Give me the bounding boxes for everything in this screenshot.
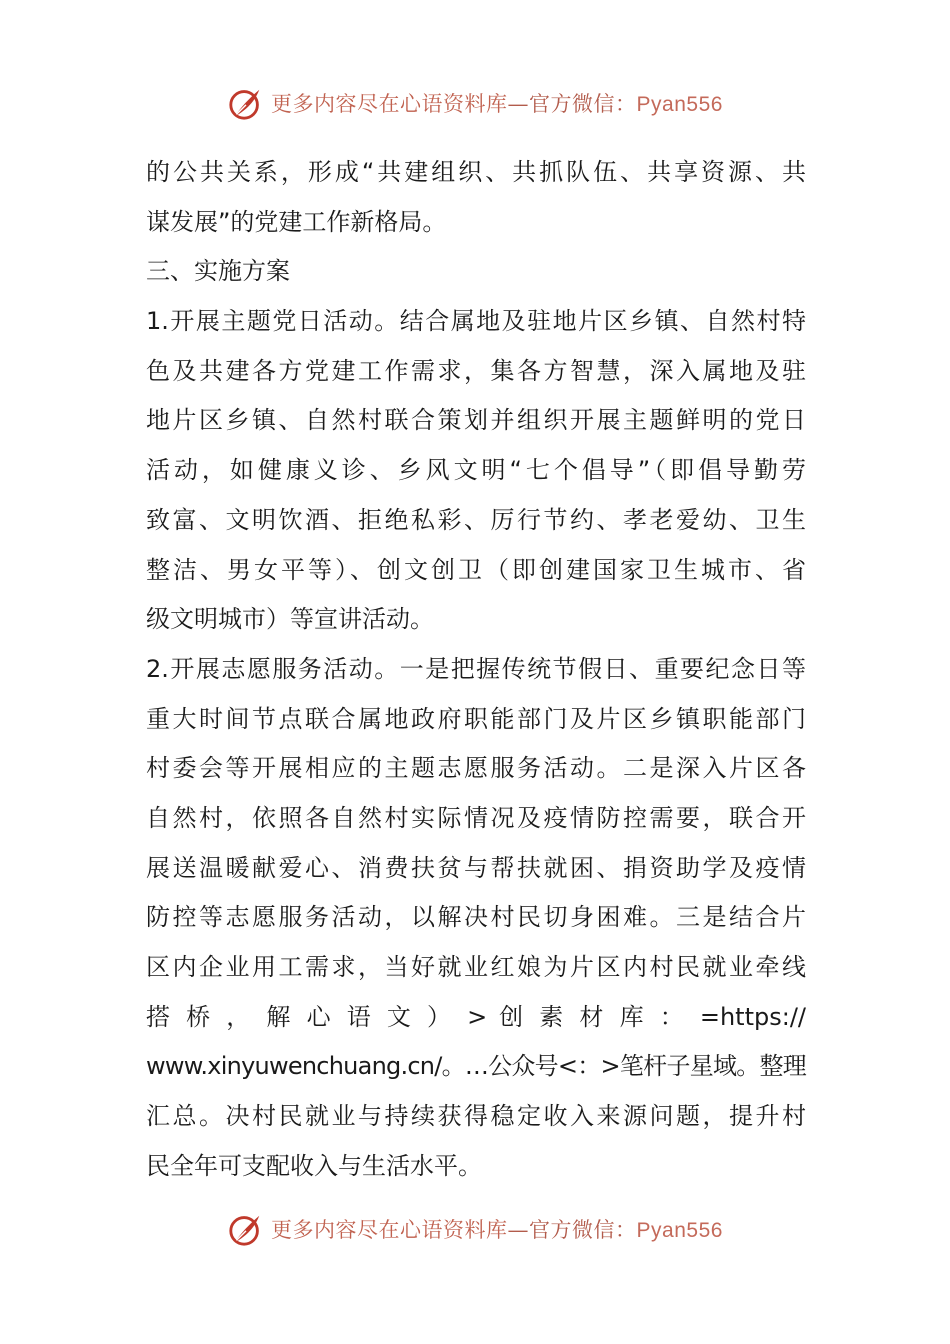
banner-handle: Pyan556 [636,93,723,116]
banner-brand: 更多内容尽在心语资料库 [271,1218,508,1242]
banner-text [271,1214,723,1244]
header-banner [0,80,950,126]
text-line: 的公共关系，形成“共建组织、共抓队伍、共享资源、共 [146,158,806,186]
banner-text [271,88,723,118]
banner-account: 官方微信： [529,92,637,116]
text-line: 三、实施方案 [146,257,290,286]
text-line: 搭 桥 ， 解 心 语 文 ） > 创 素 材 库 ： =https:// [146,1002,806,1031]
text-line: 级文明城市）等宣讲活动。 [146,605,434,634]
text-line: 防控等志愿服务活动，以解决村民切身困难。三是结合片 [146,903,806,932]
banner-dash: — [507,92,530,116]
banner-account: 官方微信： [529,1218,637,1242]
text-line: 色及共建各方党建工作需求，集各方智慧，深入属地及驻 [146,356,806,385]
text-line: 谋发展”的党建工作新格局。 [146,207,447,236]
text-line: 展送温暖献爱心、消费扶贫与帮扶就困、捐资助学及疫情 [146,853,806,882]
text-line: 区内企业用工需求，当好就业红娘为片区内村民就业牵线 [146,953,806,981]
footer-banner [0,1206,950,1252]
text-line: 自然村，依照各自然村实际情况及疫情防控需要，联合开 [146,803,806,832]
text-line: 2.开展志愿服务活动。一是把握传统节假日、重要纪念日等 [146,654,806,683]
text-line: 地片区乡镇、自然村联合策划并组织开展主题鲜明的党日 [146,406,806,435]
banner-dash: — [507,1218,530,1242]
text-line: www.xinyuwenchuang.cn/。…公众号<：>笔杆子星域。整理 [146,1052,806,1081]
text-line: 整洁、男女平等）、创文创卫（即创建国家卫生城市、省 [146,555,806,584]
text-line: 致富、文明饮酒、拒绝私彩、厉行节约、孝老爱幼、卫生 [146,505,806,534]
text-line: 村委会等开展相应的主题志愿服务活动。二是深入片区各 [146,754,806,783]
text-line: 1.开展主题党日活动。结合属地及驻地片区乡镇、自然村特 [146,307,806,336]
quill-logo-icon [227,1210,265,1248]
document-body [146,148,806,1191]
text-line: 活动，如健康义诊、乡风文明“七个倡导”（即倡导勤劳 [146,456,806,485]
text-line: 汇总。决村民就业与持续获得稳定收入来源问题，提升村 [146,1102,806,1131]
quill-logo-icon [227,84,265,122]
banner-handle: Pyan556 [636,1219,723,1242]
banner-brand: 更多内容尽在心语资料库 [271,92,508,116]
text-line: 重大时间节点联合属地政府职能部门及片区乡镇职能部门 [146,704,806,733]
text-line: 民全年可支配收入与生活水平。 [146,1151,482,1180]
